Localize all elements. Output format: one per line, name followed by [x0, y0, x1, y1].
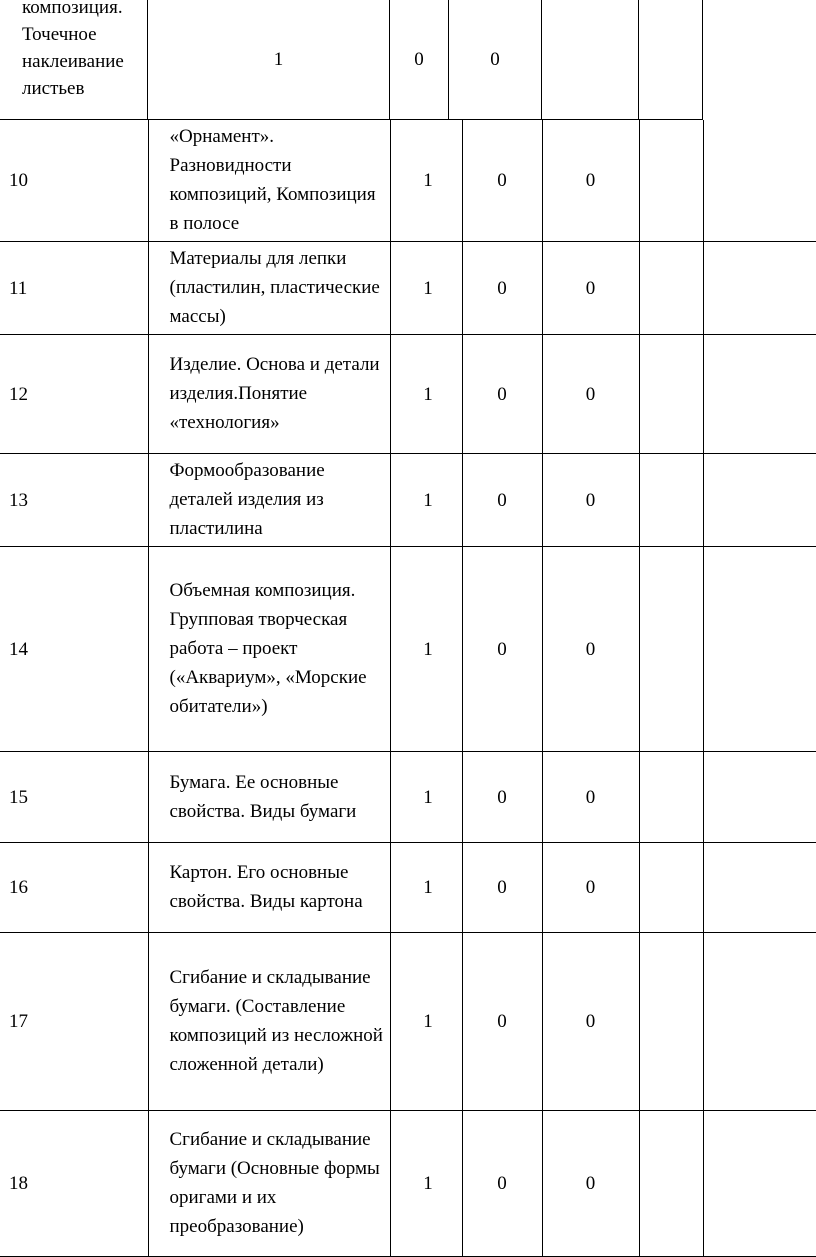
lessons-table — [0, 120, 816, 1257]
theory-hours-cell: 0 — [462, 454, 542, 547]
practice-hours-cell: 0 — [542, 1111, 639, 1257]
date-plan-cell — [542, 0, 639, 120]
date-plan-cell — [639, 1111, 703, 1257]
theory-hours-cell: 0 — [462, 752, 542, 843]
lesson-number-cell: 11 — [0, 242, 148, 335]
date-fact-cell — [703, 120, 816, 242]
table-row — [0, 454, 816, 547]
lesson-number-cell: 15 — [0, 752, 148, 843]
total-hours-cell: 1 — [390, 933, 462, 1111]
date-fact-cell — [703, 1111, 816, 1257]
lesson-number-cell: 12 — [0, 335, 148, 454]
practice-hours-cell: 0 — [542, 843, 639, 933]
total-hours-cell: 1 — [390, 120, 462, 242]
table-row — [0, 335, 816, 454]
date-fact-cell — [639, 0, 703, 120]
lesson-topic-cell: Сгибание и складывание бумаги. (Составление композиций из несложной сложенной детали) — [148, 933, 390, 1111]
theory-hours-cell: 0 — [462, 335, 542, 454]
total-hours-cell: 1 — [390, 547, 462, 752]
lesson-number-cell: 14 — [0, 547, 148, 752]
date-fact-cell — [703, 933, 816, 1111]
date-fact-cell — [703, 454, 816, 547]
lesson-topic-cell: Картон. Его основные свойства. Виды картона — [148, 843, 390, 933]
table-row-continuation — [0, 0, 703, 120]
table-row — [0, 1111, 816, 1257]
practice-hours-cell: 0 — [542, 933, 639, 1111]
date-fact-cell — [703, 843, 816, 933]
date-plan-cell — [639, 120, 703, 242]
table-row — [0, 752, 816, 843]
lesson-number-cell: 18 — [0, 1111, 148, 1257]
table-row — [0, 120, 816, 242]
practice-hours-cell: 0 — [542, 335, 639, 454]
date-plan-cell — [639, 454, 703, 547]
lesson-number-cell: 10 — [0, 120, 148, 242]
date-plan-cell — [639, 242, 703, 335]
total-hours-cell: 1 — [390, 242, 462, 335]
date-plan-cell — [639, 547, 703, 752]
lesson-number-cell: 13 — [0, 454, 148, 547]
lesson-topic-cell: «Орнамент». Разновидности композиций, Композиция в полосе — [148, 120, 390, 242]
theory-hours-cell: 0 — [462, 120, 542, 242]
theory-hours-cell: 0 — [462, 843, 542, 933]
practice-hours-cell: 0 — [449, 0, 542, 120]
lesson-topic-cell: Сгибание и складывание бумаги (Основные формы оригами и их преобразование) — [148, 1111, 390, 1257]
date-plan-cell — [639, 843, 703, 933]
total-hours-cell: 1 — [390, 335, 462, 454]
theory-hours-cell: 0 — [462, 933, 542, 1111]
theory-hours-cell: 0 — [462, 242, 542, 335]
lesson-number-cell: 16 — [0, 843, 148, 933]
practice-hours-cell: 0 — [542, 242, 639, 335]
table-row — [0, 242, 816, 335]
lesson-topic-cell: Изделие. Основа и детали изделия.Понятие «технология» — [148, 335, 390, 454]
total-hours-cell: 1 — [390, 1111, 462, 1257]
total-hours-cell: 1 — [148, 0, 390, 120]
table-row — [0, 933, 816, 1111]
date-fact-cell — [703, 242, 816, 335]
theory-hours-cell: 0 — [390, 0, 449, 120]
lesson-topic-cell: Объемная композиция. Групповая творческая работа – проект («Аквариум», «Морские обитатели») — [148, 547, 390, 752]
date-plan-cell — [639, 933, 703, 1111]
date-plan-cell — [639, 752, 703, 843]
practice-hours-cell: 0 — [542, 120, 639, 242]
date-fact-cell — [703, 547, 816, 752]
practice-hours-cell: 0 — [542, 547, 639, 752]
lesson-number-cell: 17 — [0, 933, 148, 1111]
total-hours-cell: 1 — [390, 752, 462, 843]
table-row — [0, 843, 816, 933]
practice-hours-cell: 0 — [542, 752, 639, 843]
lesson-topic-cell: Формообразование деталей изделия из пластилина — [148, 454, 390, 547]
date-fact-cell — [703, 752, 816, 843]
date-fact-cell — [703, 335, 816, 454]
lesson-topic-cell: Материалы для лепки (пластилин, пластические массы) — [148, 242, 390, 335]
table-row — [0, 547, 816, 752]
lesson-topic-cell: композиция. Точечное наклеивание листьев — [0, 0, 148, 120]
theory-hours-cell: 0 — [462, 547, 542, 752]
date-plan-cell — [639, 335, 703, 454]
lesson-topic-cell: Бумага. Ее основные свойства. Виды бумаги — [148, 752, 390, 843]
practice-hours-cell: 0 — [542, 454, 639, 547]
total-hours-cell: 1 — [390, 454, 462, 547]
theory-hours-cell: 0 — [462, 1111, 542, 1257]
total-hours-cell: 1 — [390, 843, 462, 933]
